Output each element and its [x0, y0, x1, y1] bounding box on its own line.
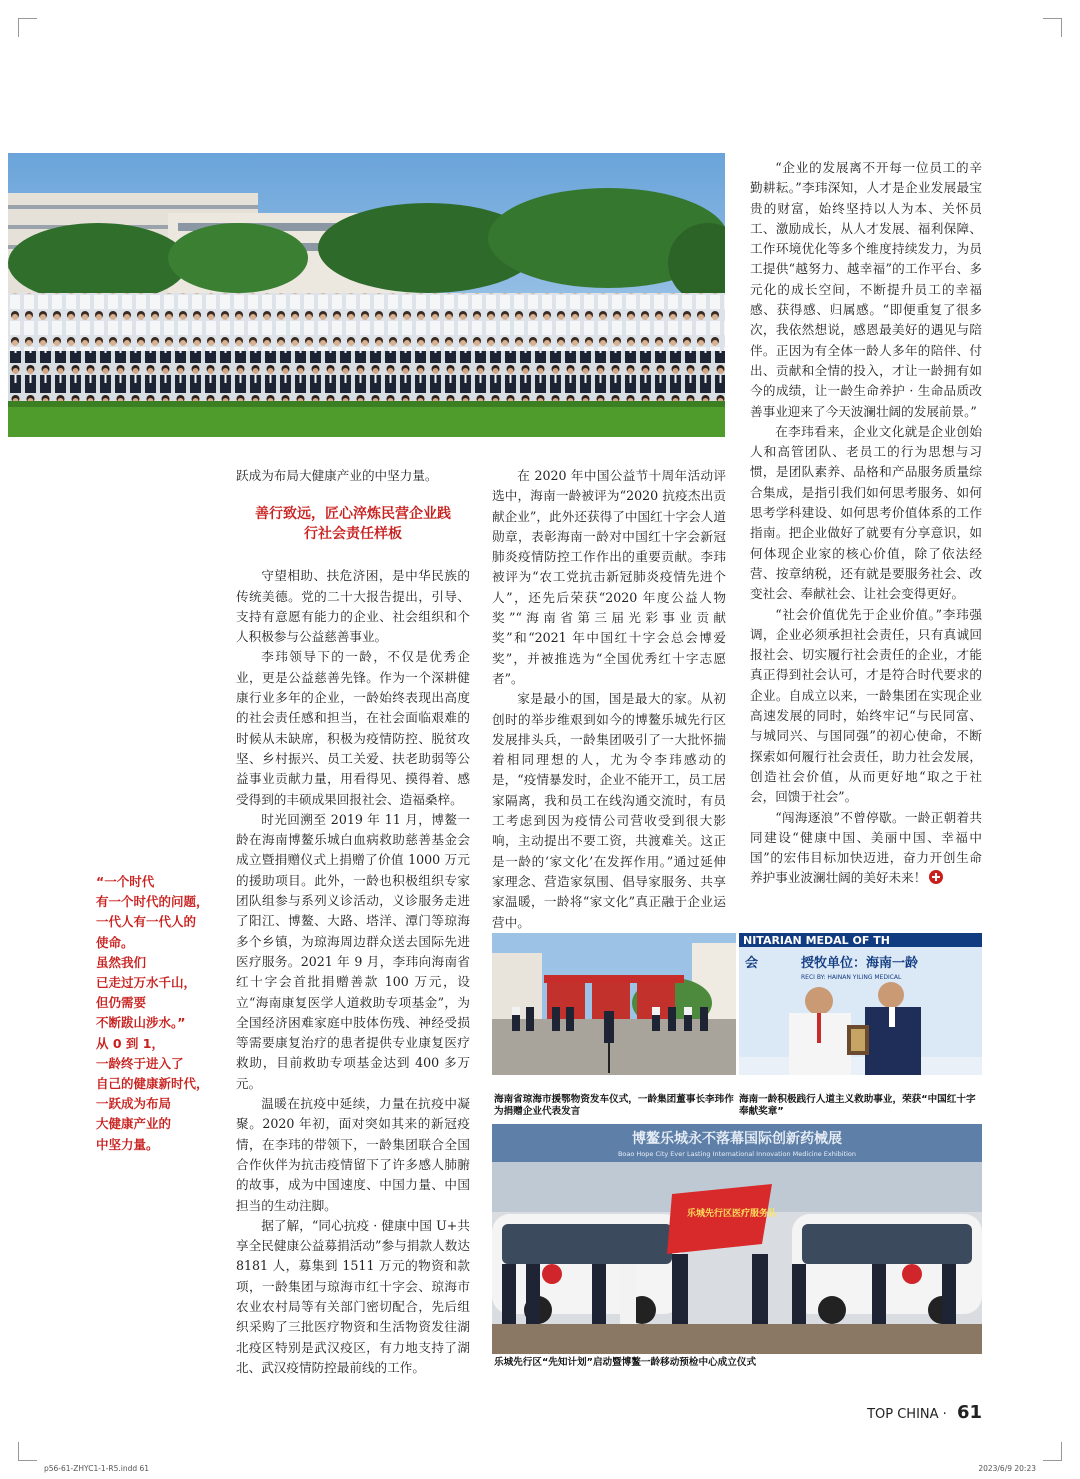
photo-caption: 海南一龄积极践行人道主义救助事业，荣获“中国红十字奉献奖章” — [739, 1094, 976, 1117]
crop-mark — [1043, 1442, 1062, 1461]
building-sign-text: 博鳌乐城永不落幕国际创新药械展 — [632, 1131, 842, 1147]
paragraph — [750, 808, 982, 889]
pull-quote-line: 不断跋山涉水。” — [96, 1015, 186, 1031]
sign-text-left: 会 — [745, 956, 759, 971]
closing-paragraph-text: “闯海逐浪”不曾停歇。一龄正朝着共同建设“健康中国、美丽中国、幸福中国”的宏伟目标加快迈进，奋力开创生命养护事业波澜壮阔的美好未来！ — [750, 809, 982, 886]
pull-quote-line: 有一个时代的问题， — [96, 894, 209, 910]
article-column-2 — [492, 466, 726, 933]
magazine-name: TOP CHINA — [867, 1407, 939, 1422]
sign-text: 授牧单位：海南一龄 — [801, 956, 919, 971]
pull-quote-line: 从 0 到 1， — [96, 1035, 164, 1051]
print-slug-date: 2023/6/9 20:23 — [978, 1464, 1036, 1473]
flag-text: 乐城先行区医疗服务队 — [687, 1209, 778, 1219]
crop-mark — [18, 1442, 37, 1461]
photo-caption: 乐城先行区“先知计划”启动暨博鳌一龄移动预检中心成立仪式 — [494, 1357, 757, 1368]
pull-quote-line: 使命。 — [96, 934, 134, 950]
bus-launch-photo — [492, 1124, 982, 1354]
pull-quote-line: 一跃成为布局 — [96, 1096, 172, 1112]
ceremony-photo-left — [492, 933, 736, 1093]
photo-caption: 海南省琼海市援鄂物资发车仪式，一龄集团董事长李玮作为捐赠企业代表发言 — [494, 1094, 734, 1117]
building-sign-text-en: Boao Hope City Ever Lasting International Innovation Medicine Exhibition — [617, 1150, 857, 1158]
paragraph: 守望相助、扶危济困，是中华民族的传统美德。党的二十大报告提出，引导、支持有意愿有能力的企业、社会组织和个人积极参与公益慈善事业。 — [236, 568, 470, 645]
paragraph: 在李玮看来，企业文化就是企业创始人和高管团队、老员工的行为思想与习惯，是团队素养、品格和产品服务质量综合集成，是指引我们如何思考服务、如何思考学科建设、如何思考价值体系的工作指南。把企业做好了就要有分享意识，如何体现企业家的核心价值，除了依法经营、按章纳税，还有就是要服务社会、改变社会、奉献社会、让社会变得更好。 — [750, 423, 982, 602]
paragraph: “企业的发展离不开每一位员工的辛勤耕耘。”李玮深知，人才是企业发展最宝贵的财富，始终坚持以人为本、关怀员工、激励成长，从人才发展、福利保障、工作环境优化等多个维度持续发力，为员工提供“越努力、越幸福”的工作平台、多元化的成长空间，不断提升员工的幸福感、获得感、归属感。“即便重复了很多次，我依然想说，感恩最美好的遇见与陪伴。正因为有全体一龄人多年的陪伴、付出、贡献和全情的投入，才让一龄拥有如今的成绩，让一龄生命养护 · 生命品质改善事业迎来了今天波澜壮阔的发展前景。” — [750, 160, 982, 419]
page-folio: TOP CHINA · 61 — [867, 1402, 982, 1423]
pull-quote-line: 虽然我们 — [96, 954, 147, 970]
page-number: 61 — [956, 1402, 982, 1423]
ceremony-photo-right — [739, 933, 982, 1093]
pull-quote — [96, 872, 226, 1155]
pull-quote-line: 但仍需要 — [96, 995, 147, 1011]
section-heading-line: 行社会责任样板 — [304, 526, 402, 543]
magazine-logo-icon — [929, 870, 943, 884]
article-column-1 — [236, 466, 470, 1378]
pull-quote-line: 大健康产业的 — [96, 1116, 172, 1132]
paragraph: “社会价值优先于企业价值。”李玮强调，企业必须承担社会责任，只有真诚回报社会、切实履行社会责任的企业，才能真正得到社会认可，才是符合时代要求的企业。自成立以来，一龄集团在实现企业高速发展的同时，始终牢记“与民同富、与城同兴、与国同强”的初心使命，不断探索如何履行社会责任，助力社会发展，创造社会价值，从而更好地“取之于社会，回馈于社会”。 — [750, 606, 982, 805]
crop-mark — [18, 18, 37, 37]
paragraph: 据了解，“同心抗疫 · 健康中国 U+共享全民健康公益募捐活动”参与捐款人数达 8181 人，募集到 1511 万元的物资和款项，一龄集团与琼海市红十字会、琼海市农业农村局等有关部门密切配合，先后组织采购了三批医疗物资和生活物资发往湖北疫区特别是武汉疫区，有力地支持了湖北、武汉疫情防控最前线的工作。 — [236, 1217, 470, 1375]
section-heading — [236, 504, 470, 544]
group-photo — [8, 153, 725, 437]
banner-text: NITARIAN MEDAL OF TH — [743, 934, 890, 947]
sign-text-en: RECI BY: HAINAN YILING MEDICAL — [801, 974, 902, 981]
pull-quote-line: 自己的健康新时代， — [96, 1076, 209, 1092]
paragraph: 在 2020 年中国公益节十周年活动评选中，海南一龄被评为“2020 抗疫杰出贡献企业”，此外还获得了中国红十字会人道勋章，表彰海南一龄对中国红十字会新冠肺炎疫情防控工作作出的重要贡献。李玮被评为“农工党抗击新冠肺炎疫情先进个人”，还先后荣获“2020 年度公益人物奖”“海南省第三届光彩事业贡献奖”和“2021 年中国红十字会总会博爱奖”，并被推选为“全国优秀红十字志愿者”。 — [492, 468, 726, 686]
print-slug-file: p56-61-ZHYC1-1-R5.indd 61 — [44, 1464, 150, 1473]
pull-quote-line: “一个时代 — [96, 874, 155, 889]
paragraph: 温暖在抗疫中延续，力量在抗疫中凝聚。2020 年初，面对突如其来的新冠疫情，在李玮的带领下，一龄集团联合全国合作伙伴为抗击疫情留下了许多感人肺腑的故事，成为中国速度、中国力量、中国担当的生动注脚。 — [236, 1096, 470, 1213]
section-heading-line: 善行致远，匠心淬炼民营企业践 — [255, 506, 451, 523]
lead-paragraph: 跃成为布局大健康产业的中坚力量。 — [236, 468, 438, 483]
pull-quote-line: 已走过万水千山， — [96, 975, 197, 991]
paragraph: 时光回溯至 2019 年 11 月，博鳌一龄在海南博鳌乐城白血病救助慈善基金会成立暨捐赠仪式上捐赠了价值 1000 万元的援助项目。此外，一龄也积极组织专家团队组参与系列义诊活动，义诊服务走进了阳江、博鳌、大路、塔洋、潭门等琼海多个乡镇，为琼海周边群众送去国际先进医疗服务。2021 年 9 月，李玮向海南省红十字会首批捐赠善款 100 万元，设立“海南康复医学人道救助专项基金”，为全国经济困难家庭中肢体伤残、神经受损等需要康复治疗的患者提供专业康复医疗救助，目前救助专项基金达到 400 多万元。 — [236, 811, 470, 1091]
pull-quote-line: 中坚力量。 — [96, 1136, 159, 1152]
pull-quote-line: 一代人有一代人的 — [96, 914, 197, 930]
paragraph: 家是最小的国，国是最大的家。从初创时的举步维艰到如今的博鳌乐城先行区发展排头兵，一龄集团吸引了一大批怀揣着相同理想的人，尤为令李玮感动的是，“疫情暴发时，企业不能开工，员工居家隔离，我和员工在线沟通交流时，有员工考虑到因为疫情公司营收受到很大影响，主动提出不要工资，共渡难关。这正是一龄的‘家文化’在发挥作用。”通过延伸家理念、营造家氛围、倡导家服务、共享家温暖，一龄将“家文化”真正融于企业运营中。 — [492, 691, 726, 930]
pull-quote-line: 一龄终于进入了 — [96, 1055, 184, 1071]
crop-mark — [1043, 18, 1062, 37]
paragraph: 李玮领导下的一龄，不仅是优秀企业，更是公益慈善先锋。作为一个深耕健康行业多年的企业，一龄始终表现出高度的社会责任感和担当，在社会面临艰难的时候从未缺席，积极为疫情防控、脱贫攻坚、乡村振兴、员工关爱、扶老助弱等公益事业贡献力量，用看得见、摸得着、感受得到的丰硕成果回报社会、造福桑梓。 — [236, 649, 470, 807]
article-column-3 — [750, 158, 982, 889]
